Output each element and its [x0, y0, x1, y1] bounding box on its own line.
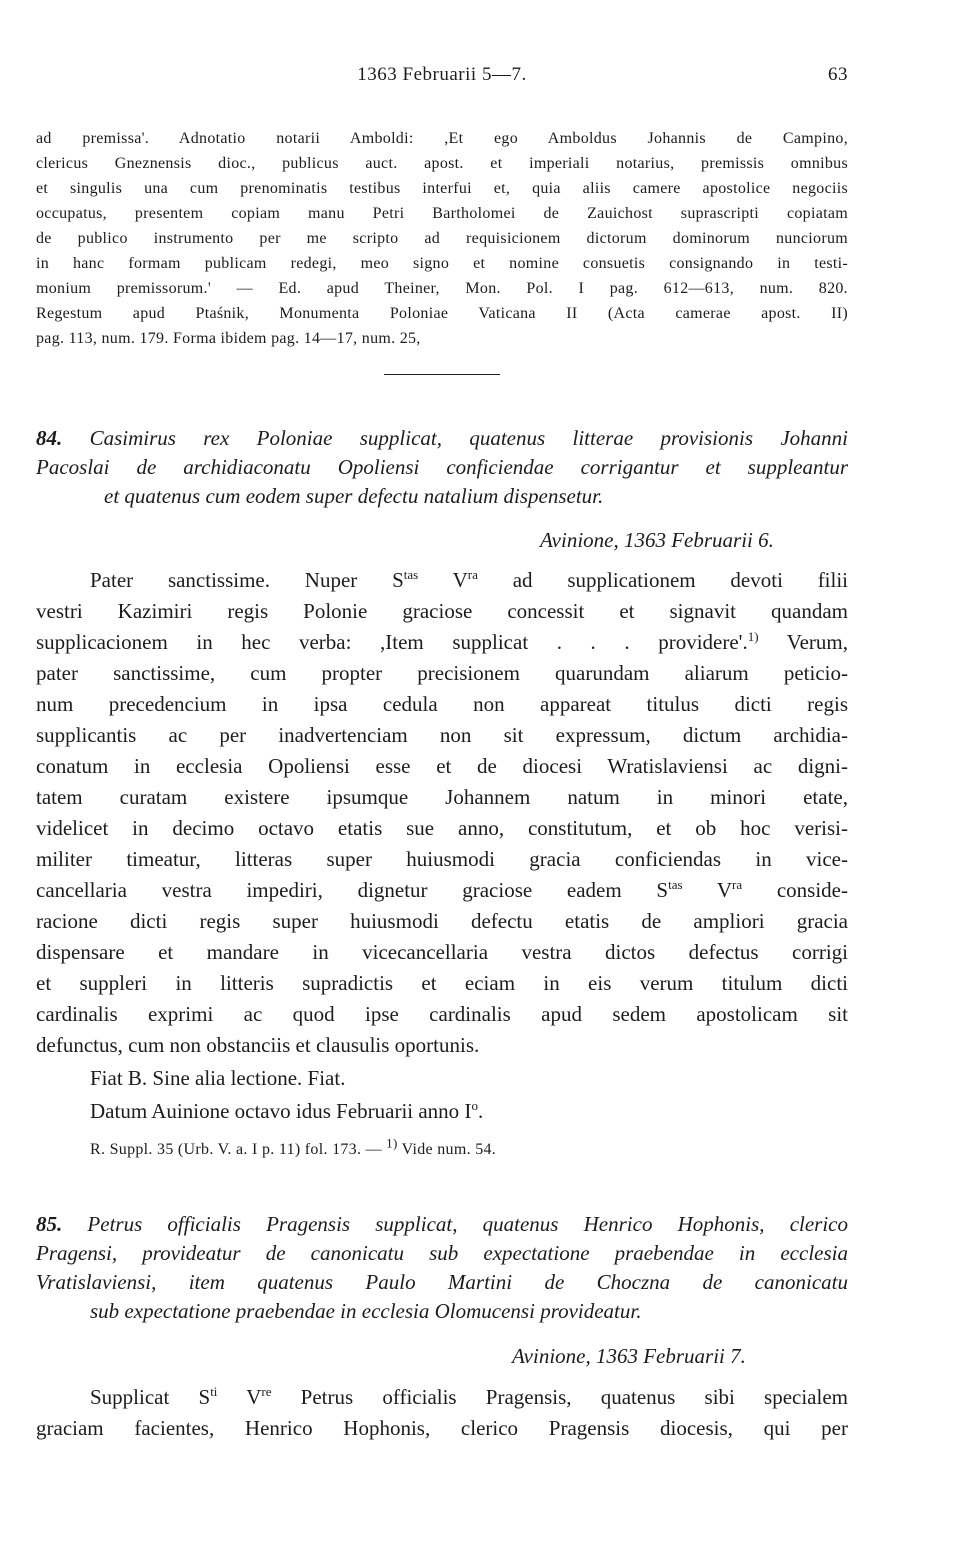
doc84-source-text: Vide num. 54.	[397, 1141, 497, 1158]
apparatus-line: occupatus, presentem copiam manu Petri Bartholomei de Zauichost suprascripti copiatam	[36, 205, 848, 222]
doc84-number: 84.	[36, 426, 63, 450]
doc85-body-text: Petrus officialis Pragensis, quatenus sibi specialem	[271, 1385, 848, 1409]
doc84-source-text: R. Suppl. 35 (Urb. V. a. I p. 11) fol. 173. —	[90, 1141, 387, 1158]
doc84-body-text: Verum,	[786, 630, 848, 654]
running-title: 1363 Februarii 5—7.	[357, 64, 527, 85]
doc84-footnote-mark: 1)	[747, 629, 759, 644]
doc84-body-text: Pater sanctissime. Nuper S	[90, 568, 404, 592]
doc84-sup: tas	[403, 567, 419, 582]
doc85-body-line	[90, 1385, 848, 1410]
doc85-heading-text: Petrus officialis Pragensis supplicat, quatenus Henrico Hophonis, clerico	[87, 1212, 848, 1236]
doc84-sup: ra	[467, 567, 478, 582]
doc85-body-text: Supplicat S	[90, 1385, 211, 1409]
doc85-body-line: graciam facientes, Henrico Hophonis, clerico Pragensis diocesis, qui per	[36, 1416, 848, 1440]
doc84-body-line: et suppleri in litteris supradictis et eciam in eis verum titulum dicti	[36, 971, 848, 995]
doc85-body-text: V	[217, 1385, 262, 1409]
apparatus-line: de publico instrumento per me scripto ad requisicionem dictorum dominorum nunciorum	[36, 230, 848, 247]
doc84-datum-text: .	[477, 1099, 484, 1123]
apparatus-line: ad premissa'. Adnotatio notarii Amboldi: ,Et ego Amboldus Johannis de Campino,	[36, 130, 848, 147]
doc85-number: 85.	[36, 1212, 63, 1236]
doc84-body-line: defunctus, cum non obstanciis et clausulis oportunis.	[36, 1033, 480, 1057]
doc84-datum-text: Datum Auinione octavo idus Februarii anno I	[90, 1099, 472, 1123]
doc84-body-line: conatum in ecclesia Opoliensi esse et de diocesi Wratislaviensi ac digni-	[36, 754, 848, 778]
doc84-place-date: Avinione, 1363 Februarii 6.	[540, 528, 774, 552]
doc84-body-line: dispensare et mandare in vicecancellaria vestra dictos defectus corrigi	[36, 940, 848, 964]
doc85-place-date: Avinione, 1363 Februarii 7.	[512, 1344, 746, 1368]
section-divider	[384, 374, 500, 375]
doc84-fiat: Fiat B. Sine alia lectione. Fiat.	[90, 1066, 346, 1090]
doc84-sup: tas	[668, 877, 683, 892]
doc85-sup: re	[261, 1384, 272, 1399]
doc84-body-line: racione dicti regis super huiusmodi defectu etatis de ampliori gracia	[36, 909, 848, 933]
doc84-body-line: militer timeatur, litteras super huiusmodi gracia conficiendas in vice-	[36, 847, 848, 871]
apparatus-line: clericus Gneznensis dioc., publicus auct. apost. et imperiali notarius, premissis omnibus	[36, 155, 848, 172]
doc85-heading-line: Vratislaviensi, item quatenus Paulo Martini de Choczna de canonicatu	[36, 1270, 848, 1294]
doc84-body-line	[36, 878, 848, 903]
apparatus-line: pag. 113, num. 179. Forma ibidem pag. 14—17, num. 25,	[36, 330, 421, 347]
doc84-body-line: supplicantis ac per inadvertenciam non sit expressum, dictum archidia-	[36, 723, 848, 747]
apparatus-line: Regestum apud Ptaśnik, Monumenta Poloniae Vaticana II (Acta camerae apost. II)	[36, 305, 848, 322]
doc84-body-line: tatem curatam existere ipsumque Johannem natum in minori etate,	[36, 785, 848, 809]
doc84-sup: ra	[732, 877, 743, 892]
doc84-body-text: V	[716, 878, 733, 902]
doc84-body-line	[36, 630, 848, 655]
doc84-body-line: vestri Kazimiri regis Polonie graciose concessit et signavit quandam	[36, 599, 848, 623]
doc84-source	[90, 1135, 790, 1159]
doc84-heading-line: Pacoslai de archidiaconatu Opoliensi conficiendae corrigantur et suppleantur	[36, 455, 848, 479]
apparatus-line: in hanc formam publicam redegi, meo signo et nomine consuetis consignando in testi-	[36, 255, 848, 272]
doc84-body-text: cancellaria vestra impediri, dignetur graciose eadem S	[36, 878, 669, 902]
apparatus-line: monium premissorum.' — Ed. apud Theiner, Mon. Pol. I pag. 612—613, num. 820.	[36, 280, 848, 297]
doc84-sup: o	[471, 1098, 478, 1113]
doc84-body-text: V	[452, 568, 468, 592]
doc85-heading-line: sub expectatione praebendae in ecclesia Olomucensi provideatur.	[90, 1299, 642, 1323]
doc85-heading-line: Pragensi, provideatur de canonicatu sub expectatione praebendae in ecclesia	[36, 1241, 848, 1265]
doc84-heading-line	[36, 426, 848, 451]
page-number: 63	[828, 64, 848, 85]
doc84-body-line: pater sanctissime, cum propter precisionem quarundam aliarum peticio-	[36, 661, 848, 685]
doc84-body-line: videlicet in decimo octavo etatis sue anno, constitutum, et ob hoc verisi-	[36, 816, 848, 840]
doc84-body-text: supplicacionem in hec verba: ,Item supplicat . . . providere'.	[36, 630, 748, 654]
doc84-heading-line: et quatenus cum eodem super defectu natalium dispensetur.	[104, 484, 604, 508]
doc84-body-line: cardinalis exprimi ac quod ipse cardinalis apud sedem apostolicam sit	[36, 1002, 848, 1026]
doc84-body-line: num precedencium in ipsa cedula non appareat titulus dicti regis	[36, 692, 848, 716]
doc84-body-text: ad supplicationem devoti filii	[512, 568, 849, 592]
doc84-heading-text: Casimirus rex Poloniae supplicat, quatenus litterae provisionis Johanni	[89, 426, 849, 450]
doc84-body-text: conside-	[776, 878, 849, 902]
doc84-body-line	[90, 568, 848, 593]
doc84-datum	[90, 1099, 790, 1124]
doc84-source-mark: 1)	[386, 1135, 398, 1151]
doc85-sup: ti	[210, 1384, 218, 1399]
apparatus-line: et singulis una cum prenominatis testibus interfui et, quia aliis camere apostolice negociis	[36, 180, 848, 197]
doc85-heading-line	[36, 1212, 848, 1237]
